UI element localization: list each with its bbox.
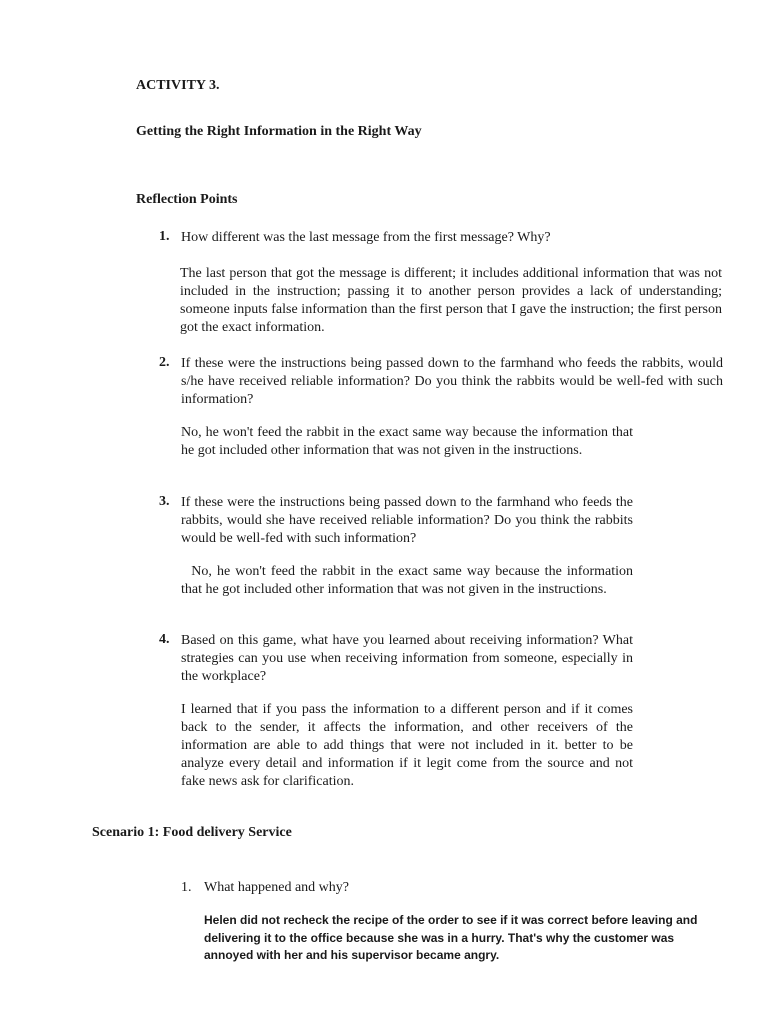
- answer-text: I learned that if you pass the information to a different person and if it comes back to the sender, it affects the information, and other receivers of the information are able to add things that were not included in it. better to be analyze every detail and information if it legit come from the source and not fake news ask for clarification.: [181, 702, 633, 789]
- question-number: 2.: [159, 355, 170, 370]
- scenario-question-text: What happened and why?: [204, 880, 349, 895]
- question-text: If these were the instructions being passed down to the farmhand who feeds the rabbits, would s/he have received reliable information? Do you think the rabbits would be well-fed with such information?: [181, 356, 723, 407]
- activity-title: ACTIVITY 3.: [136, 78, 220, 93]
- question-text: Based on this game, what have you learned about receiving information? What strategies can you use when receiving information from someone, especially in the workplace?: [181, 633, 633, 684]
- question-text: If these were the instructions being passed down to the farmhand who feeds the rabbits, would she have received reliable information? Do you think the rabbits would be well-fed with such information?: [181, 495, 633, 546]
- question-number: 4.: [159, 632, 170, 647]
- answer-text: No, he won't feed the rabbit in the exact same way because the information that he got included other information that was not given in the instructions.: [181, 564, 637, 597]
- scenario-question-number: 1.: [181, 880, 192, 895]
- question-number: 3.: [159, 494, 170, 509]
- reflection-heading: Reflection Points: [136, 192, 238, 207]
- question-text: How different was the last message from the first message? Why?: [181, 230, 551, 245]
- answer-text: The last person that got the message is different; it includes additional information that was not included in the instruction; passing it to another person provides a lack of understanding; someone inputs false information than the first person that I gave the instruction; the first person got the exact information.: [180, 266, 722, 335]
- scenario-heading: Scenario 1: Food delivery Service: [92, 825, 292, 840]
- scenario-answer: Helen did not recheck the recipe of the order to see if it was correct before leaving and delivering it to the office because she was in a hurry. That's why the customer was annoyed with her and his supervisor became angry.: [204, 913, 698, 962]
- question-number: 1.: [159, 229, 170, 244]
- answer-text: No, he won't feed the rabbit in the exact same way because the information that he got included other information that was not given in the instructions.: [181, 425, 633, 458]
- subtitle: Getting the Right Information in the Right Way: [136, 124, 422, 139]
